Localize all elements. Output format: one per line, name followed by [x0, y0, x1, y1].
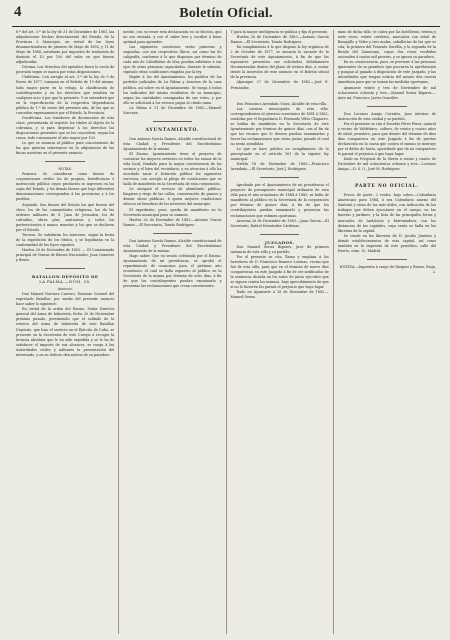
paragraph: Don Antonio García Ramos, Alcalde constitucional de esta Ciudad y Presidente del Excelentísimo Ayuntamiento de la misma. — [123, 238, 222, 253]
paragraph: En su consecuencia, pues, se previene á las personas ignorantes de su paradero que procuren la aprehensión y pongan al ganado á disposición de este Juzgado, y las Autoridades que tengan noticia del mismo den cuenta inmediata para que se tomen las medidas oportunas. — [337, 60, 436, 85]
paragraph: El expediente, pues, queda de manifiesto en la Secretaría municipal para su examen. — [123, 207, 222, 217]
paragraph: Ayamonte veinte y tres de Noviembre de mil ochocientos ochenta y tres.—Manuel Serna Bigares.—Ante mí, Francisco Javier González. — [337, 85, 436, 100]
paragraph: Huelva 26 de Diciembre de 1883.—Antonio García Ramos.—El Secretario, Tomás Rodríguez. — [230, 35, 329, 45]
subheading-line: LA PALMA.—NÚM. 28. — [39, 279, 91, 285]
column-1 — [12, 30, 118, 634]
paragraph: Décima. Los derechos del apéndice fuera la cuota de posesión segun se marca por estas disposiciones. — [16, 65, 115, 75]
subheading: JUZGADOS. — [264, 239, 295, 245]
paragraph: Por el presente se cita, llama y emplaza á los herederos de D. Francisco Romero Lorenzo, vecino que fué de esta villa, para que en el término de nueve días comparezcan en este Juzgado á fin de ser notificados de la sentencia dictada en los autos de juicio ejecutivo que se siguen contra los mismos, bajo apercibimiento de que si no lo hicieren les parará el perjuicio que haya lugar. — [230, 254, 329, 290]
separator-rule — [260, 234, 299, 235]
paragraph: Tercera. Se satisfarán los intereses, segun la fecha de la expedición de los títulos, y se liquidarán en la conformidad de las leyes vigentes. — [16, 232, 115, 247]
masthead-title: Boletín Oficial. — [179, 6, 273, 21]
column-3 — [226, 30, 333, 634]
paragraph: Se otorgará el servicio de alumbrado público, limpieza y riego de las calles, conservación de paseos y demás obras públicas, á quien mejores condiciones ofrezca en beneficio de los intereses del municipio. — [123, 187, 222, 207]
separator-rule — [45, 161, 84, 162]
separator-rule — [260, 96, 299, 97]
paragraph: Las cuentas municipales de esta villa, correspondientes al ejercicio económico de 1881 á 1882, rendidas por el Depositario D. Fernando Vélez Chaparro, se hallan de manifiesto en la Secretaría de este Ayuntamiento por término de quince días, con el fin de que los vecinos que lo deseen puedan examinarlas y hacer las reclamaciones que crean justas, pasado el cual no serán atendidas. — [230, 106, 329, 146]
paragraph: Huelva 26 de Diciembre de 1883.—Antonio García Ramos.—El Secretario, Tomás Rodríguez. — [123, 217, 222, 227]
paragraph: Primera. Se consideran como bienes de corporaciones civiles los de propios, beneficencia é instrucción pública cuyos productos se ingresen en las cajas del Estado, y los demás bienes que bajo diferentes denominaciones corresponden á las provincias y á los pueblos. — [16, 172, 115, 202]
separator-rule — [260, 177, 299, 178]
separator-rule — [45, 268, 84, 269]
paragraph: Niebla 18 de Diciembre de 1883.—Francisco Avendaño.—El Secretario, José J. Rodríguez. — [230, 162, 329, 172]
paragraph: mino de dicha villa; se cobra por las botelleras, treinta y siete reses, veinte corderos, marcados con señal de Ronquillo y Velez y tres mulas, caballerías de las que se cita; la primera del Teniente Zorrilla, y la segunda de la Ronda del Zamorano, cuyas dos reses recibidas ascienden á cuatro mil pesetas, y se ignora su paradero. — [337, 30, 436, 60]
text-columns — [12, 30, 440, 634]
paragraph: mente, con su tener esta declaración en su dicción, que no sea enviada, y con el saber leer y escribir á buen optimal para aprender. — [123, 30, 222, 45]
paragraph: La Palma á 21 de Diciembre de 1883.—Manuel Narvaez. — [123, 105, 222, 115]
centered-label: NOTAS. — [58, 167, 72, 172]
paragraph: 8.º del art. 3.º de la ley de 31 de Diciembre de 1881, las adquisiciones hechas directamente del Estado, de la Provincia ó Municipio, en virtud de las leyes desamortizadoras de primero de Mayo de 1855, y 11 de Mayo de 1888, satisfarán por impuesto de traslación de dominio el 10 por 100 del valor en que fueron adjudicadas. — [16, 30, 115, 65]
paragraph: En virtud de la orden del Excmo. Señor Director general del Arma de Infantería, fecha 20 de Noviembre próximo pasado, previniendo que el soldado de la reserva del Arma de Infantería de este Batallon Depósito, que hizo el servicio en el Ejército de Cuba, se presente en la Secretaría de este Cuerpo á recoger la licencia absoluta que le ha sido expedida y se le ha de satisfacer el importe de sus alcances, se ruega á las Autoridades civiles y militares la presentación del interesado, y en su defecto den noticia de su paradero. — [16, 307, 115, 357]
separator-rule — [367, 106, 406, 107]
paragraph: Lo que se hace público en cumplimiento de lo preceptuado en el artículo 161 de la vigente ley municipal. — [230, 146, 329, 162]
separator-rule — [153, 233, 192, 234]
paragraph: Huelva 28 de Diciembre de 1883. — El Comisionado principal de Ventas de Bienes Nacionales, Juan Quintero y Bravo. — [16, 247, 115, 263]
paragraph: Aljaraque 27 de Diciembre de 1883.—José E. Fernández. — [230, 80, 329, 90]
paragraph: Aprobado por el Ayuntamiento de mi presidencia el proyecto de presupuesto municipal ordinario de esta villa para el año económico de 1884 á 1885, se halla de manifiesto al público en la Secretaría de la corporación por término de quince días, á fin de que los contribuyentes puedan examinarlo y presentar las reclamaciones que estimen oportunas. — [230, 183, 329, 218]
paragraph: El Excmo. Ayuntamiento tiene el proyecto de contratar los mejores servicios en todos los ramos de la vida local, fundado para la mayor conveniencia de los vecinos y el bien del vecindario, y en atencion á ello ha acordado sacar á licitación pública los siguientes servicios, con arreglo al pliego de condiciones que se halla de manifiesto en la Secretaría de esta corporación. — [123, 151, 222, 187]
paragraph: Duodécima. Los tenedores de documentos de esta clase, presentarán al registro los títulos al objeto de la cobranza, y si para dispensar á los derechos las disposiciones generales que se les concederá, segun los casos, todo consumarse el año mayor por 100. — [16, 115, 115, 140]
paragraph: Repite á los del Ayuntamiento, los pueblos de los partidos judiciales de La Palma y Aracena de la casa pública, así sobre en el Ayuntamiento. Se ruega á todos los indicados del mismo residentes de su municipio, segun las cantidades consignadas de sus votos, y por ello se solicitará á los vecinos pagar al citado ramo. — [123, 75, 222, 105]
paragraph: Por el presente se cita á Eusebio Pérez Pérez, natural y vecino de Valdelarco, soltero, de veinte y cuatro años de edad, jornalero, para que dentro del término de diez días comparezca en este Juzgado á fin de prestar declaración en la causa que contra el mismo se instruye por el delito de hurto, apercibido que de no comparecer le parará el perjuicio á que haya lugar. — [337, 121, 436, 157]
paragraph: Las siguientes cuestiones serán primeras y segundas, con sus respectivos libros, así como las de caligrafía, conforme á lo que disponen por término de cada año de Caballerías de Mar, puedan exhibirse á sus ojos de otras personas capacitadas, durante la subasta, rigiendo estas condiciones exigidas por la ley. — [123, 45, 222, 75]
paragraph: Dado en Fregenal de la Sierra á veinte y cuatro de Diciembre de mil ochocientos ochenta y tres.—Lorenzo Amigo.—D. S. O., José M. Rodríguez. — [337, 157, 436, 172]
centered-label: Anuncio. — [57, 287, 73, 292]
imprint-line: HUELVA.—Imprenta á cargo de Vázquez y Bueno, Rioja, 2. — [339, 264, 436, 274]
paragraph: Don Manuel Narvaez Carrero, Teniente Coronel del expresado Batallon, por medio del presente anuncio hace saber lo siguiente: — [16, 292, 115, 307]
paragraph: Y para la mayor inteligencia se publica y fija el presente. — [230, 30, 329, 34]
paragraph: Precio de porte, 2 reales, bajo sobre.—Calendario Americano para 1884, ó sea Calendario ameno del Santoral y otras de las más útiles, con indicación de los trabajos que deben ejecutarse en el campo, en las huertas y jardines, y la lista de las principales ferias y mercados de Andalucía y Extremadura, con las distancias de las capitales, cuya venta se halla en las librerías de la capital. — [337, 193, 436, 233]
paragraph: Undécima. Con arreglo al art. 1.º de la ley de 9 de Enero de 1877, tomaran en el Boletín de 19 del mismo, toda mayor parte en la rebaja, la clasificación de contribuyentes y en los derechos que resulten en cualquier acto ó por que la presente. Y se entenderá que en la especificación de la respectiva dependencia pública de 1.º de enero del presente año, de las que se conceden expresamente por el Estado, la Provincia. — [16, 75, 115, 115]
separator-rule — [367, 259, 406, 260]
paragraph: Don Manuel Serna Bigares, Juez de primera instancia de esta villa y su partido. — [230, 244, 329, 254]
page-number: 4 — [14, 4, 22, 20]
section-heading: AYUNTAMIENTO. — [145, 127, 200, 133]
paragraph: Don Antonio García Ramos, Alcalde constitucional de esta Ciudad y Presidente del Excelentísimo Ayuntamiento de la misma. — [123, 136, 222, 151]
separator-rule — [367, 177, 406, 178]
paragraph: Don Francisco Avendaño Mora, Alcalde de esta villa. — [236, 101, 328, 106]
paragraph: Don Lorenzo Amigo Corrales, Juez interino de instrucción de esta ciudad y su partido. — [337, 111, 436, 121]
subheading: BATALLON DEPÓSITO DE — [31, 274, 99, 280]
paragraph: Hago saber: Que en sesión celebrada por el Excmo. Ayuntamiento de mi presidencia, se aprobó el repartimiento de consumos para el próximo año económico, el cual se halla expuesto al público en la Secretaría de la misma por término de ocho días, á fin de que los contribuyentes puedan examinarlo y presentar las reclamaciones que crean convenientes. — [123, 253, 222, 289]
paragraph: Segunda. Son bienes del Estado los que fueron del clero, los de las comunidades religiosas, los de las órdenes militares de S. Juan de Jerusalen, los de cofradías, obras pías, santuarios y todos los pertenecientes á manos muertas y los que se declaren por el Estado. — [16, 202, 115, 232]
separator-rule — [153, 121, 192, 122]
paragraph: Dado en Ayamonte á 28 de Diciembre de 1883.—Manuel Serna. — [230, 290, 329, 300]
page-header — [12, 4, 440, 27]
column-2 — [118, 30, 225, 634]
paragraph: Lo que se anuncia al público para conocimiento de las que quieran interesarse en la adquisición de las fincas nuestras en el presente anuncio. — [16, 141, 115, 156]
paragraph: Aracena 26 de Diciembre de 1883.—Juan García.—El Secretario, Rafael Hernández Cárdenas. — [230, 218, 329, 228]
column-4 — [333, 30, 440, 634]
paragraph: Se vende en las librerías de D. Jacobo Jiménez y demás establecimientos de esta capital, así como también en la imprenta de este periódico, calle del Puerto, núm. 10, Madrid. — [337, 233, 436, 253]
paragraph: En cumplimiento á lo que dispone la ley orgánica de 2 de Octubre de 1877, se anuncia la vacante de la Secretaría de este Ayuntamiento, á fin de que los aspirantes presenten sus solicitudes debidamente documentadas dentro del plazo de treinta días, á contar desde la inserción de este anuncio en el Boletín oficial de la provincia. — [230, 45, 329, 80]
section-heading: PARTE NO OFICIAL. — [355, 184, 419, 190]
